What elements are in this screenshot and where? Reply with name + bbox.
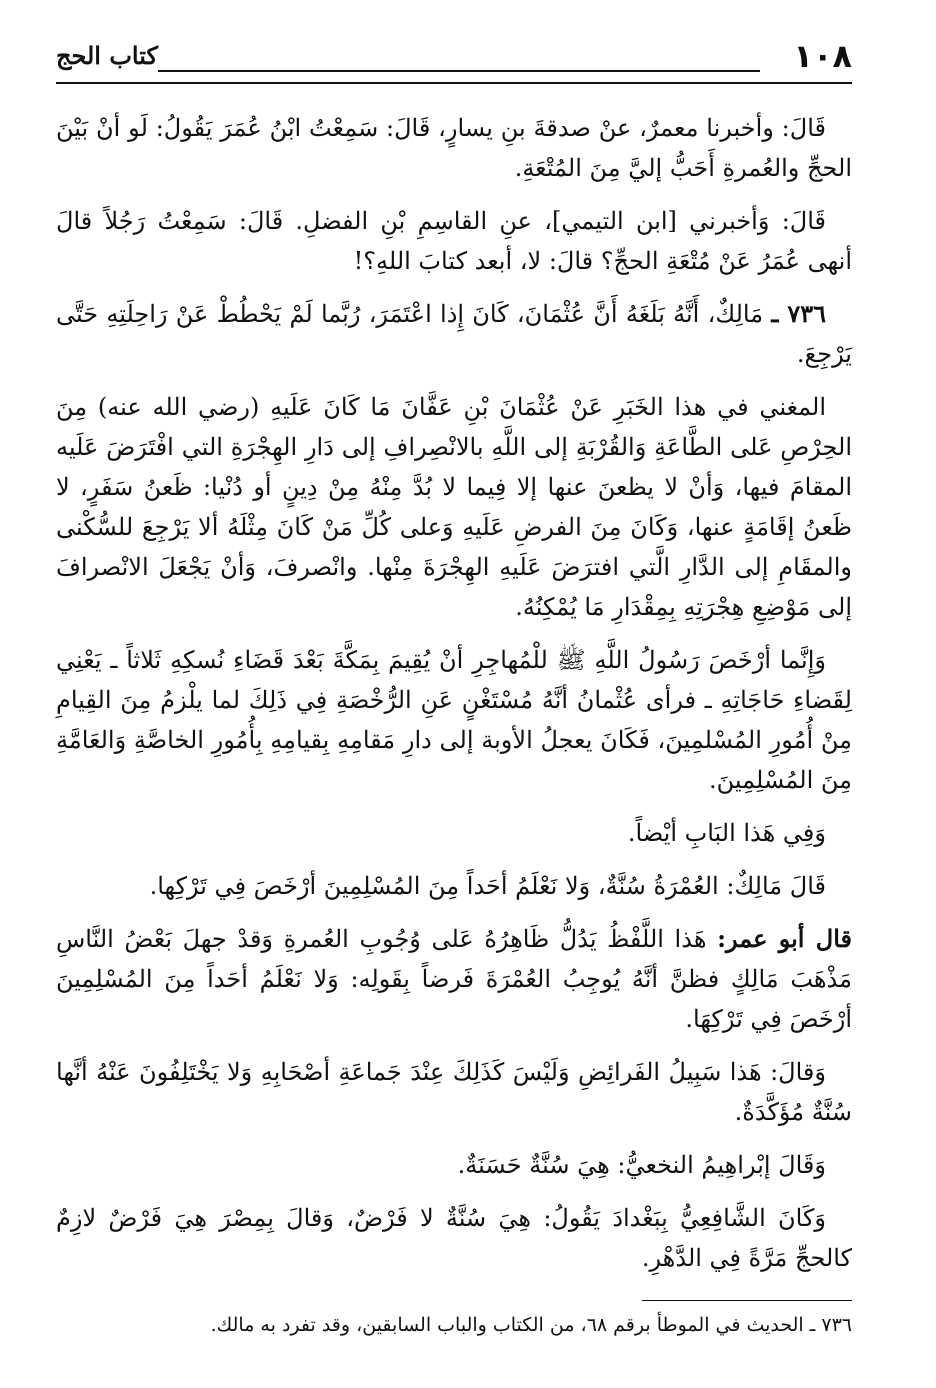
paragraph-text: وَكَانَ الشَّافِعِيُّ بِبَغْدادَ يَقُولُ: هِيَ سُنَّةٌ لا فَرْضٌ، وَقالَ بِمِصْرَ هِيَ فَرْضٌ لازِمٌ كالحجِّ مَرَّةً فِي الدَّهْرِ.	[56, 1204, 852, 1272]
page-header	[56, 34, 852, 78]
paragraph-text: قَالَ: وأخبرنا معمرٌ، عنْ صدقةَ بنِ يسارٍ، قَالَ: سَمِعْتُ ابْنُ عُمَرَ يَقُولُ: لَو أنْ بَيْنَ الحجِّ والعُمرةِ أَحَبُّ إليَّ مِنَ المُتْعَةِ.	[56, 114, 852, 182]
paragraph-text: مَالِكٌ، أَنَّهُ بَلَغَهُ أَنَّ عُثْمَانَ، كَانَ إِذا اعْتَمَرَ، رُبَّما لَمْ يَحْطُطْ عَنْ رَاحِلَتِهِ حَتَّى يَرْجِعَ.	[56, 300, 852, 368]
paragraph-1	[56, 108, 852, 188]
paragraph-5	[56, 640, 852, 800]
footnote	[56, 1310, 852, 1340]
footnote-text: ٧٣٦ ـ الحديث في الموطأ برقم ٦٨، من الكتاب والباب السابقين، وقد تفرد به مالك.	[210, 1314, 852, 1336]
paragraph-text: وَفِي هَذا البَابِ أيْضاً.	[627, 819, 826, 847]
page-number: ١٠٨	[793, 37, 852, 75]
paragraph-text: قَالَ مَالِكٌ: العُمْرَةُ سُنَّةٌ، وَلا نَعْلَمُ أحَداً مِنَ المُسْلِمِينَ أرْخَصَ فِي تَرْكِها.	[149, 872, 826, 900]
header-divider	[56, 82, 852, 84]
paragraph-text: قَالَ: وَأخبرني [ابن التيمي]، عنِ القاسِمِ بْنِ الفضلِ. قَالَ: سَمِعْتُ رَجُلاً قالَ أنهى عُمَرُ عَنْ مُتْعَةِ الحجِّ؟ قالَ: لا، أبعد كتابَ اللهِ؟!	[56, 207, 852, 275]
paragraph-text: وَقالَ: هَذا سَبِيلُ الفَرائِضِ وَلَيْسَ كَذَلِكَ عِنْدَ جَماعَةِ أصْحَابِهِ وَلا يَخْتَلِفُونَ عَنْهُ أنَّها سُنَّةٌ مُؤَكَّدَةٌ.	[56, 1058, 852, 1126]
paragraph-abu-umar	[56, 919, 852, 1039]
paragraph-text: هَذا اللَّفْظُ يَدُلُّ ظَاهِرُهُ عَلى وُجُوبِ العُمرةِ وَقدْ جهلَ بَعْضُ النَّاسِ مَذْهَبَ مَالِكٍ فظنَّ أنَّهُ يُوجِبُ العُمْرَةَ فَرضاً بِقَولِه: وَلا نَعْلَمُ أحَداً مِنَ المُسْلِمِينَ أرْخَصَ فِي تَرْكِهَا.	[56, 925, 852, 1033]
paragraph-text: المغني في هذا الخَبَرِ عَنْ عُثْمَانَ بْنِ عَفَّانَ مَا كَانَ عَلَيهِ (رضي الله عنه) مِنَ الحِرْصِ عَلى الطَّاعَةِ وَالقُرْبَةِ إلى اللَّهِ بالانْصِرافِ إلى دَارِ الهِجْرَةِ التي افْتَرَضَ عَلَيه المقامَ فيها، وَأنْ لا يظعنَ عنها إلا فِيما لا بُدَّ مِنْهُ مِنْ دِينٍ أو دُنْيا: ظَعنُ سَفَرٍ، لا ظَعنُ إقَامَةٍ عنها، وَكَانَ مِنَ الفرضِ عَلَيهِ وَعلى كُلِّ مَنْ كَانَ مِثْلَهُ ألا يَرْجِعَ للسُّكْنى والمقَامِ إلى الدَّارِ الَّتي افترَضَ عَلَيهِ الهِجْرَةَ مِنْها. وانْصرفَ، وَأنْ يَجْعَلَ الانْصرافَ إلى مَوْضِعِ هِجْرَتِهِ بِمِقْدَارِ مَا يُمْكِنُهُ.	[56, 393, 853, 621]
book-title: كتاب الحج	[56, 41, 158, 70]
paragraph-10	[56, 1145, 852, 1185]
header-dash-rule	[158, 70, 760, 72]
paragraph-6	[56, 813, 852, 853]
paragraph-hadith-736	[56, 294, 852, 374]
hadith-number: ٧٣٦ ـ	[771, 299, 826, 328]
paragraph-4	[56, 387, 852, 627]
main-text	[56, 108, 852, 1291]
footnote-divider	[642, 1300, 852, 1301]
paragraph-text: وَقَالَ إبْراهِيمُ النخعيُّ: هِيَ سُنَّةٌ حَسَنَةٌ.	[457, 1151, 826, 1179]
paragraph-9	[56, 1052, 852, 1132]
paragraph-text: وَإِنَّما أرْخَصَ رَسُولُ اللَّهِ ﷺ للْمُهاجِرِ أنْ يُقِيمَ بِمَكَّةَ بَعْدَ قَضَاءِ نُسكِهِ ثَلاثاً ـ يَعْنِي لِقَضاءِ حَاجَاتِهِ ـ فرأى عُثْمانُ أنَّهُ مُسْتَغْنٍ عَنِ الرُّخْصَةِ فِي ذَلِكَ لما يلْزمُ مِنَ القِيامِ مِنْ أُمُورِ المُسْلمِينَ، فَكَانَ يعجلُ الأوبة إلى دارِ مَقامِهِ بِقيامِهِ بِأُمُورِ الخاصَّةِ وَالعَامَّةِ مِنَ المُسْلِمِينَ.	[56, 646, 852, 794]
paragraph-2	[56, 201, 852, 281]
paragraph-7	[56, 866, 852, 906]
paragraph-11	[56, 1198, 852, 1278]
speaker-label: قال أبو عمر:	[717, 924, 853, 953]
